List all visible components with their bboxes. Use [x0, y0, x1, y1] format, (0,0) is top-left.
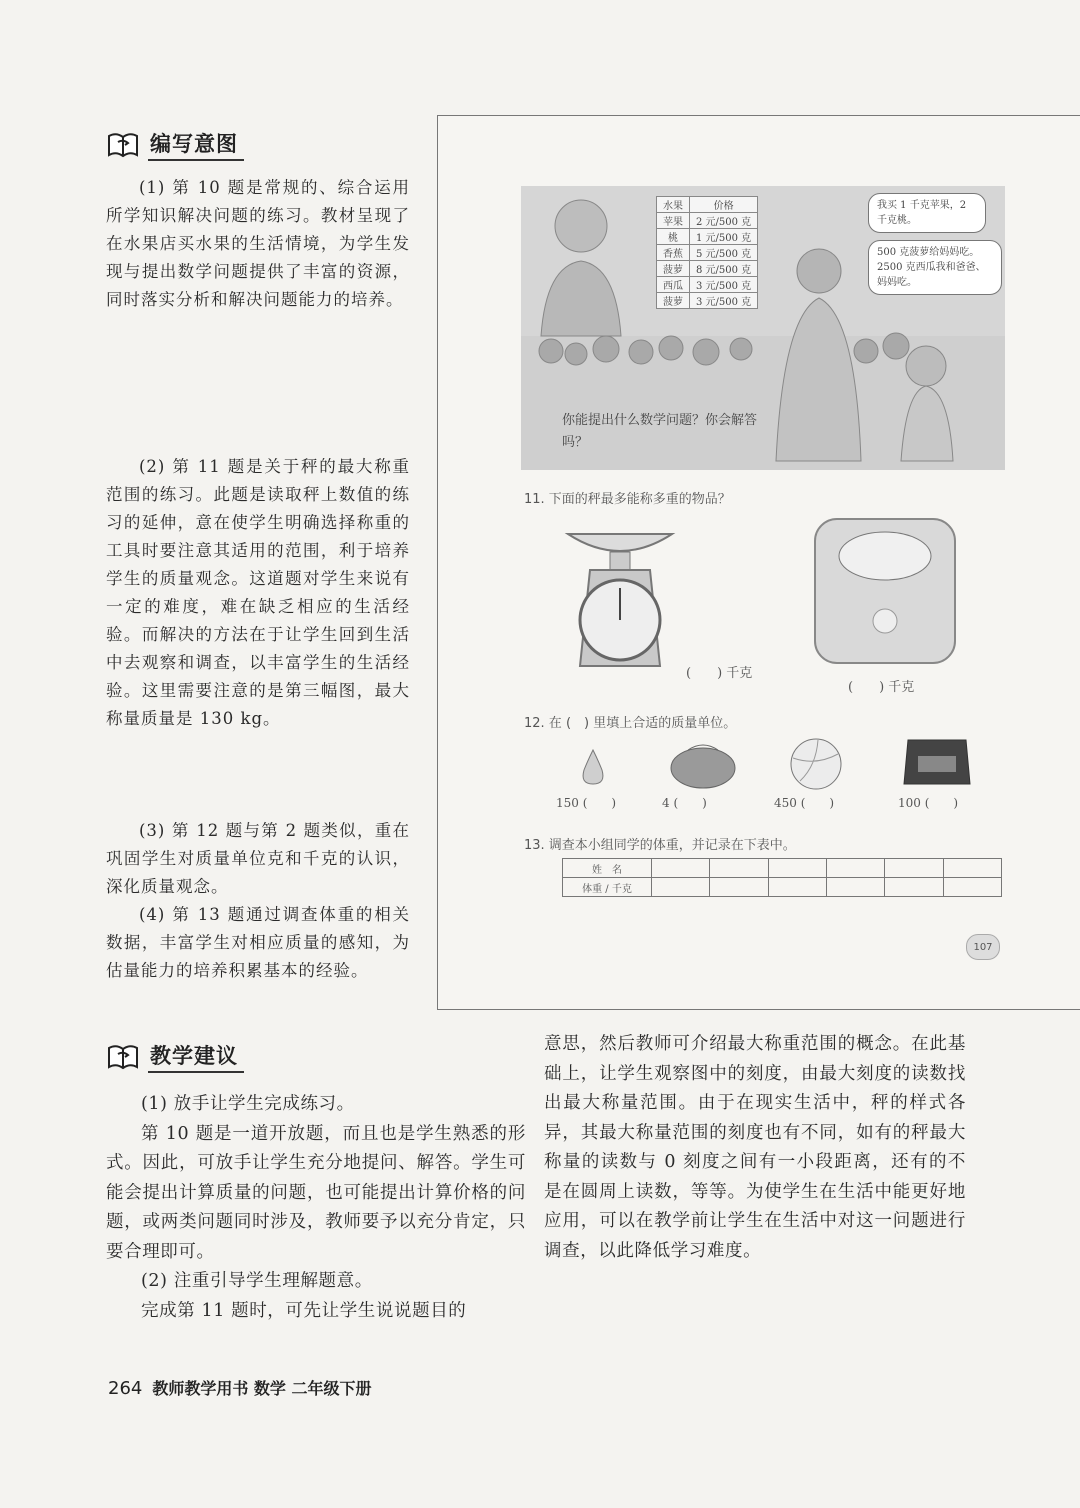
book-icon [106, 1042, 140, 1072]
fruit-price-table [656, 196, 758, 309]
suggestion-subhead-2: (2) 注重引导学生理解题意。 [141, 1271, 373, 1291]
intent-paragraph-4: (4) 第 13 题通过调查体重的相关数据，丰富学生对相应质量的感知，为估量能力的培养积累基本的经验。 [106, 905, 410, 980]
intent-paragraph-2: (2) 第 11 题是关于秤的最大称重范围的练习。此题是读取秤上数值的练习的延伸，意在使学生明确选择称重的工具时要注意其适用的范围，利于培养学生的质量观念。这道题对学生来说有一定的难度，难在缺乏相应的生活经验。而解决的方法在于让学生回到生活中去观察和调查，以丰富学生的生活经验。这里需要注意的是第三幅图，最大称量质量是 130 kg。 [106, 457, 410, 728]
intent-paragraph-1: (1) 第 10 题是常规的、综合运用所学知识解决问题的练习。教材呈现了在水果店买水果的生活情境，为学生发现与提出数学问题提供了丰富的资源，同时落实分析和解决问题能力的培养。 [106, 178, 410, 309]
price-row: 香蕉 5 元/500 克 [657, 245, 758, 261]
q13-text: 13. 调查本小组同学的体重，并记录在下表中。 [524, 838, 796, 853]
bathroom-scale-icon [812, 516, 958, 666]
q11-blank-2: ( ) 千克 [848, 680, 915, 695]
section-header-teaching-suggestions [106, 1040, 244, 1073]
pear-icon [578, 746, 608, 786]
suggestion-paragraph-2: 完成第 11 题时，可先让学生说说题目的 [141, 1300, 467, 1321]
price-row: 西瓜 3 元/500 克 [657, 277, 758, 293]
q11-blank-1: ( ) 千克 [686, 666, 753, 681]
book-icon [106, 130, 140, 160]
q12-item: 100 ( ) [898, 796, 959, 810]
suggestion-paragraph-2-cont: 意思，然后教师可介绍最大称重范围的概念。在此基础上，让学生观察图中的刻度，由最大刻度的读数找出最大称量范围。由于在现实生活中，秤的样式各异，其最大称量范围的刻度也有不同，如有的秤最大称量的读数与 0 刻度之间有一小段距离，还有的不是在圆周上读数，等等。为使学生在生活中能更好地应用，可以在教学前让学生在生活中对这一问题进行调查，以此降低学习难度。 [544, 1034, 966, 1261]
price-table-header: 水果 价格 [657, 197, 758, 213]
kitchen-scale-icon [560, 516, 680, 674]
survey-row-name: 姓 名 [563, 859, 1002, 878]
intent-paragraph-3: (3) 第 12 题与第 2 题类似，重在巩固学生对质量单位克和千克的认识，深化质量观念。 [106, 821, 410, 896]
book-title: 教师教学用书 数学 二年级下册 [152, 1379, 372, 1398]
q12-item: 150 ( ) [556, 796, 617, 810]
suggestion-paragraph-1: 第 10 题是一道开放题，而且也是学生熟悉的形式。因此，可放手让学生充分地提问、解答。学生可能会提出计算质量的问题，也可能提出计算价格的问题，或两类问题同时涉及，教师要予以充分肯定，只要合理即可。 [106, 1123, 526, 1262]
survey-row-weight: 体重 / 千克 [563, 878, 1002, 897]
q12-item: 4 ( ) [662, 796, 707, 810]
suggestions-right-column [544, 1030, 966, 1266]
price-row: 苹果 2 元/500 克 [657, 213, 758, 229]
pumpkin-icon [668, 738, 738, 790]
suggestions-left-column [106, 1090, 526, 1326]
price-row: 桃 1 元/500 克 [657, 229, 758, 245]
speech-bubble-2: 500 克菠萝给妈妈吃。2500 克西瓜我和爸爸、妈妈吃。 [868, 240, 1002, 295]
textbook-page-number: 107 [966, 934, 1000, 960]
page-footer [108, 1376, 372, 1399]
speech-bubble-1: 我买 1 千克苹果，2 千克桃。 [868, 193, 986, 233]
price-row: 菠萝 3 元/500 克 [657, 293, 758, 309]
price-row: 菠萝 8 元/500 克 [657, 261, 758, 277]
gift-box-icon [902, 732, 972, 786]
section-title: 编写意图 [148, 128, 244, 161]
page-number: 264 [108, 1378, 143, 1399]
q10-prompt: 你能提出什么数学问题？你会解答吗？ [562, 413, 758, 450]
q12-item: 450 ( ) [774, 796, 835, 810]
volleyball-icon [788, 736, 844, 792]
suggestion-subhead-1: (1) 放手让学生完成练习。 [141, 1094, 355, 1114]
weight-survey-table [562, 858, 1002, 897]
section-header-writing-intent [106, 128, 244, 161]
q11-text: 11. 下面的秤最多能称多重的物品？ [524, 492, 731, 507]
q12-text: 12. 在 ( ) 里填上合适的质量单位。 [524, 716, 737, 731]
section-title: 教学建议 [148, 1040, 244, 1073]
